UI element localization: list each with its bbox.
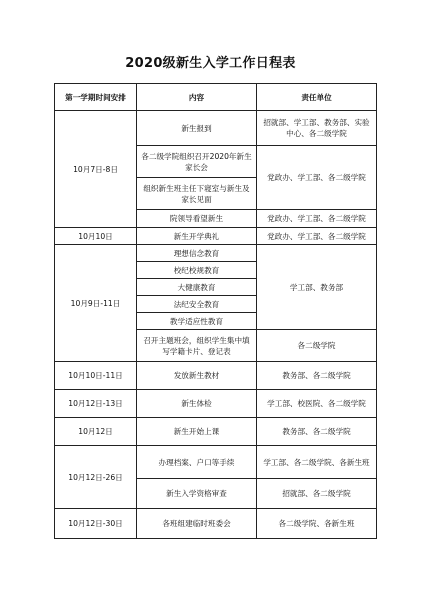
content-cell: 院领导看望新生 [137,210,257,228]
header-period: 第一学期时间安排 [55,84,137,111]
table-row [55,418,377,446]
period-cell: 10月12日-13日 [55,390,137,418]
period-cell: 10月12日-30日 [55,509,137,539]
unit-cell: 各二级学院 [257,330,377,362]
unit-cell: 招就部、各二级学院 [257,479,377,509]
table-row [55,228,377,245]
table-row [55,390,377,418]
table-row [55,362,377,390]
content-cell: 新生报到 [137,111,257,146]
period-cell: 10月10日 [55,228,137,245]
table-header-row [55,84,377,111]
unit-cell: 党政办、学工部、各二级学院 [257,210,377,228]
schedule-table [54,83,377,539]
content-cell: 理想信念教育 [137,245,257,262]
table-row [55,245,377,262]
unit-cell: 各二级学院、各新生班 [257,509,377,539]
content-cell: 校纪校规教育 [137,262,257,279]
period-cell: 10月7日-8日 [55,111,137,228]
period-cell: 10月12日 [55,418,137,446]
period-cell: 10月9日-11日 [55,245,137,362]
content-cell: 新生入学资格审查 [137,479,257,509]
table-row [55,509,377,539]
header-content: 内容 [137,84,257,111]
unit-cell: 党政办、学工部、各二级学院 [257,146,377,210]
content-cell: 召开主题班会，组织学生集中填写学籍卡片、登记表 [137,330,257,362]
unit-cell: 学工部、校医院、各二级学院 [257,390,377,418]
content-cell: 办理档案、户口等手续 [137,446,257,479]
content-cell: 教学适应性教育 [137,313,257,330]
table-row [55,446,377,479]
unit-cell: 教务部、各二级学院 [257,362,377,390]
content-cell: 法纪安全教育 [137,296,257,313]
unit-cell: 教务部、各二级学院 [257,418,377,446]
content-cell: 发放新生教材 [137,362,257,390]
content-cell: 各班组建临时班委会 [137,509,257,539]
unit-cell: 党政办、学工部、各二级学院 [257,228,377,245]
content-cell: 新生体检 [137,390,257,418]
unit-cell: 招就部、学工部、教务部、实验中心、各二级学院 [257,111,377,146]
period-cell: 10月10日-11日 [55,362,137,390]
content-cell: 新生开学典礼 [137,228,257,245]
content-cell: 新生开始上课 [137,418,257,446]
page-title: 2020级新生入学工作日程表 [125,56,296,71]
unit-cell: 学工部、各二级学院、各新生班 [257,446,377,479]
unit-cell: 学工部、教务部 [257,245,377,330]
header-unit: 责任单位 [257,84,377,111]
table-row [55,111,377,146]
period-cell: 10月12日-26日 [55,446,137,509]
content-cell: 组织新生班主任下寝室与新生及家长见面 [137,178,257,210]
content-cell: 大健康教育 [137,279,257,296]
content-cell: 各二级学院组织召开2020年新生家长会 [137,146,257,178]
